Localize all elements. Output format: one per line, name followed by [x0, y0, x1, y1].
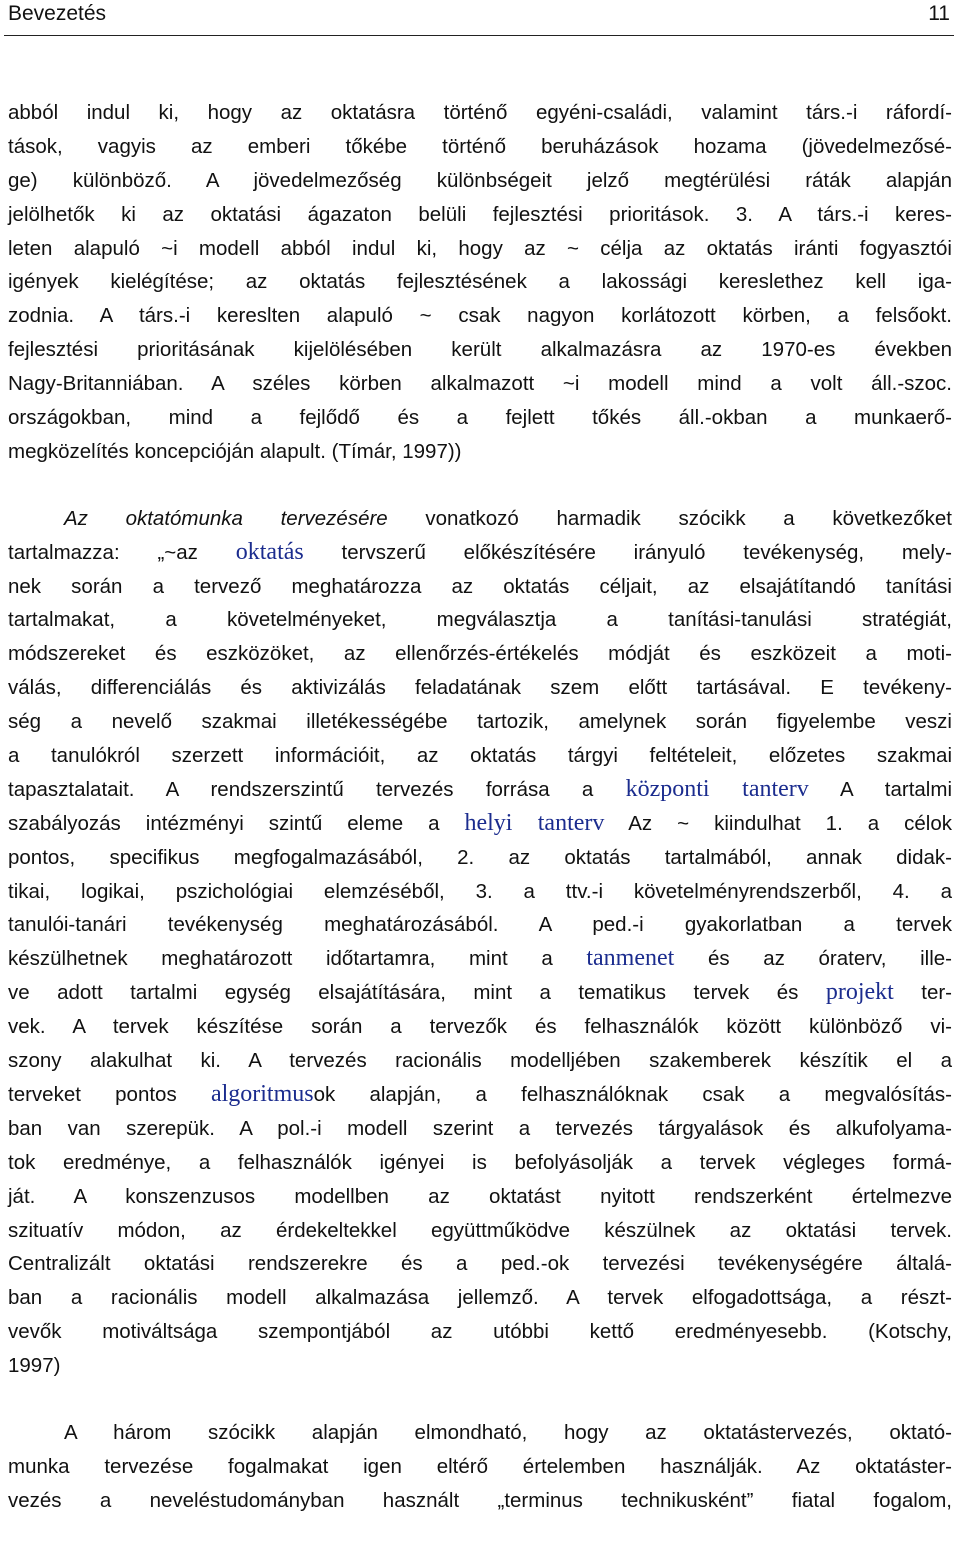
text-line: tartalmakat, a követelményeket, megválasztja a tanítási-tanulási stratégiát, [8, 608, 952, 632]
text-line: Nagy-Britanniában. A széles körben alkalmazott ~i modell mind a volt áll.-szoc. [8, 372, 952, 396]
text-line: készülhetnek meghatározott időtartamra, mint a tanmenet és az óraterv, ille- [8, 945, 952, 972]
text-line: 1997) [8, 1354, 61, 1378]
text-line: tartalmazza: „~az oktatás tervszerű előkészítésére irányuló tevékenység, mely- [8, 538, 953, 565]
text-line: ban a racionális modell alkalmazása jellemző. A tervek elfogadottsága, a részt- [8, 1286, 952, 1310]
paragraph-2 [8, 502, 952, 1383]
text-line: Centralizált oktatási rendszerekre és a ped.-ok tervezési tevékenységére általá- [8, 1252, 952, 1276]
text-line: fejlesztési prioritásának kijelölésében került alkalmazásra az 1970-es években [8, 338, 952, 362]
text-line: tások, vagyis az emberi tőkébe történő beruházások hozama (jövedelmezősé- [8, 134, 952, 158]
text-line: ban van szerepük. A pol.-i modell szerint a tervezés tárgyalások és alkufolyama- [8, 1116, 952, 1140]
link-kozponti-tanterv[interactable]: központi tanterv [625, 775, 809, 802]
italic-term: Az oktatómunka tervezésére [64, 506, 388, 530]
text-line: tapasztalatait. A rendszerszintű tervezés forrása a központi tanterv A tartalmi [8, 775, 952, 802]
link-algoritmus[interactable]: algoritmus [210, 1080, 314, 1107]
text-line: országokban, mind a fejlődő és a fejlett tőkés áll.-okban a munkaerő- [8, 406, 952, 430]
text-line: terveket pontos algoritmusok alapján, a felhasználóknak csak a megvalósítás- [8, 1080, 952, 1107]
text-line: ség a nevelő szakmai illetékességébe tartozik, amelynek során figyelembe veszi [8, 710, 952, 734]
text-line: Az oktatómunka tervezésére vonatkozó harmadik szócikk a következőket [64, 506, 953, 530]
text-line: a tanulókról szerzett információit, az oktatás tárgyi feltételeit, előzetes szakmai [8, 744, 952, 768]
text-line: zodnia. A társ.-i kereslten alapuló ~ csak nagyon korlátozott körben, a felsőokt. [8, 304, 952, 328]
page-body [8, 96, 952, 1518]
text-line: szony alakulhat ki. A tervezés racionális modelljében szakemberek készítik el a [8, 1049, 952, 1073]
text-line: tikai, logikai, pszichológiai elemzéséből, 3. a ttv.-i követelményrendszerből, 4. a [8, 879, 952, 903]
page-header [0, 0, 960, 38]
text-line: módszereket és eszközöket, az ellenőrzés-értékelés módját és eszközeit a moti- [8, 642, 952, 666]
text-line: tanulói-tanári tevékenység meghatározásából. A ped.-i gyakorlatban a tervek [8, 913, 952, 937]
text-line: leten alapuló ~i modell abból indul ki, hogy az ~ célja az oktatás iránti fogyasztói [8, 236, 952, 260]
page-number: 11 [928, 2, 950, 25]
text-line: vek. A tervek készítése során a tervezők és felhasználók között különböző vi- [8, 1015, 952, 1039]
text-line: szabályozás intézményi szintű eleme a helyi tanterv Az ~ kiindulhat 1. a célok [8, 809, 953, 836]
text-line: válás, differenciálás és aktivizálás feladatának szem előtt tartásával. E tevékeny- [8, 676, 952, 700]
text-line: vevők motiváltsága szempontjából az utóbbi kettő eredményesebb. (Kotschy, [8, 1320, 952, 1344]
paragraph-gap [8, 469, 952, 502]
text-line: jelölhetők ki az oktatási ágazaton belüli fejlesztési prioritások. 3. A társ.-i keres- [8, 202, 952, 226]
paragraph-3 [8, 1416, 952, 1518]
link-helyi-tanterv[interactable]: helyi tanterv [464, 809, 605, 836]
paragraph-1 [8, 96, 952, 469]
paragraph-gap [8, 1383, 952, 1416]
text-line: vezés a neveléstudományban használt „terminus technikusként” fiatal fogalom, [8, 1488, 952, 1512]
link-projekt[interactable]: projekt [825, 979, 894, 1006]
section-title: Bevezetés [8, 2, 107, 25]
text-line: tok eredménye, a felhasználók igényei is befolyásolják a tervek végleges formá- [8, 1150, 952, 1174]
text-line: ve adott tartalmi egység elsajátítására, mint a tematikus tervek és projekt ter- [8, 979, 952, 1006]
text-line: szituatív módon, az érdekeltekkel együttműködve készülnek az oktatási tervek. [8, 1218, 952, 1242]
text-line: megközelítés koncepcióján alapult. (Tímár, 1997)) [8, 439, 462, 463]
text-line: munka tervezése fogalmakat igen eltérő értelemben használják. Az oktatáster- [8, 1454, 952, 1478]
text-line: abból indul ki, hogy az oktatásra történő egyéni-családi, valamint társ.-i ráfordí- [8, 101, 952, 124]
header-rule [4, 35, 954, 36]
text-line: pontos, specifikus megfogalmazásából, 2. az oktatás tartalmából, annak didak- [8, 845, 952, 869]
link-tanmenet[interactable]: tanmenet [586, 945, 675, 972]
link-oktatas[interactable]: oktatás [235, 538, 304, 565]
text-line: igények kielégítése; az oktatás fejlesztésének a lakossági kereslethez kell iga- [8, 270, 952, 294]
text-line: nek során a tervező meghatározza az oktatás céljait, az elsajátítandó tanítási [8, 574, 952, 598]
text-line: ját. A konszenzusos modellben az oktatást nyitott rendszerként értelmezve [8, 1184, 952, 1208]
text-line: ge) különböző. A jövedelmezőség különbségeit jelző megtérülési ráták alapján [8, 168, 952, 192]
text-line: A három szócikk alapján elmondható, hogy az oktatástervezés, oktató- [64, 1420, 952, 1444]
